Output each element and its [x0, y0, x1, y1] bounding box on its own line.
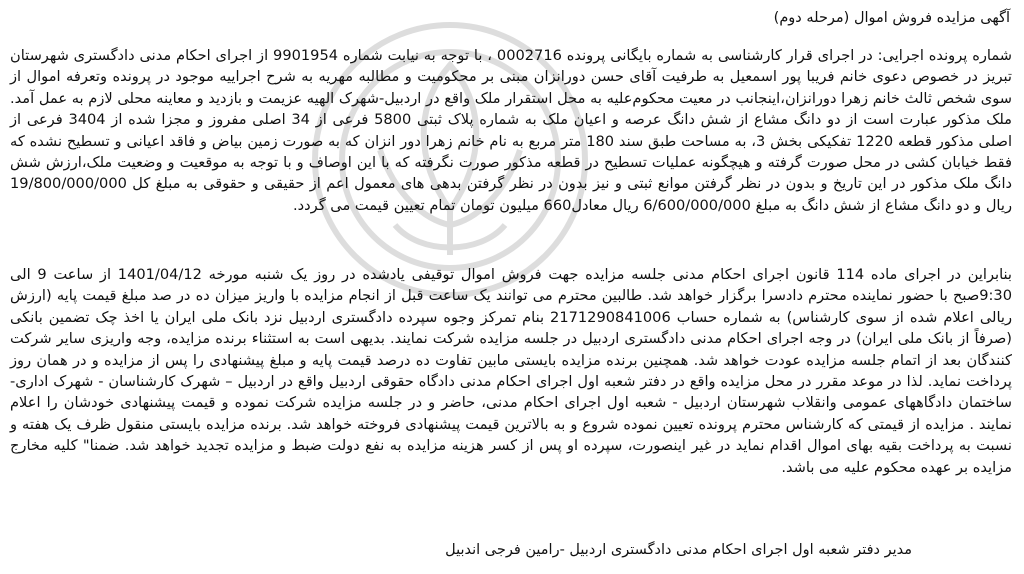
notice-title: آگهی مزایده فروش اموال (مرحله دوم): [773, 10, 1010, 26]
notice-signature: مدیر دفتر شعبه اول اجرای احکام مدنی دادگستری اردبیل -رامین فرجی اندبیل: [445, 542, 912, 558]
notice-paragraph-2: بنابراین در اجرای ماده 114 قانون اجرای احکام مدنی جلسه مزایده جهت فروش اموال توقیفی یادشده در روز یک شنبه مورخه 1401/04/12 از ساعت 9 الی 9:30صبح با حضور نماینده محترم دادسرا برگزار خواهد شد. طالبین محترم می توانند یک ساعت قبل از انجام مزایده با واریز میزان ده در صد مبلغ قیمت پایه (ارزش ریالی اعلام شده از سوی کارشناس) به شماره حساب 2171290841006 بنام تمرکز وجوه سپرده دادگستری اردبیل نزد بانک ملی ایران یا اخذ چک تضمین بانکی (صرفاً از بانک ملی ایران) در وجه اجرای احکام مدنی دادگستری اردبیل در جلسه مزایده شرکت نمایند. بدیهی است به استثناء برنده مزایده، وجه واریزی سایر شرکت کنندگان بعد از اتمام جلسه مزایده عودت خواهد شد. همچنین برنده مزایده بایستی مابین تفاوت ده درصد قیمت پایه و مبلغ پیشنهادی را پس از مزایده و در همان روز پرداخت نماید. لذا در موعد مقرر در محل مزایده واقع در دفتر شعبه اول اجرای احکام مدنی دادگاه حقوقی اردبیل واقع در اردبیل – شهرک کارشناسان - شهرک اداری- ساختمان دادگاههای عمومی وانقلاب شهرستان اردبیل - شعبه اول اجرای احکام مدنی، حاضر و در جلسه مزایده شرکت نموده و قیمت پیشنهادی خودشان را اعلام نمایند . مزایده از قیمتی که کارشناس محترم پرونده تعیین نموده شروع و به بالاترین قیمت پیشنهادی فروخته خواهد شد. برنده مزایده بایستی منقول ظرف یک هفته و نسبت به پرداخت بقیه بهای اموال اقدام نماید در غیر اینصورت، سپرده او پس از کسر هزینه مزایده به نفع دولت ضبط و مزایده تجدید خواهد شد. ضمنا" کلیه مخارج مزایده بر عهده محکوم علیه می باشد.: [10, 266, 1012, 476]
notice-paragraph-1: شماره پرونده اجرایی: در اجرای قرار کارشناسی به شماره بایگانی پرونده 0002716 ، با توجه به نیابت شماره 9901954 از اجرای احکام مدنی دادگستری شهرستان تبریز در خصوص دعوی خانم فریبا پور اسمعیل به طرفیت آقای حسن دورانزان مبنی بر محکومیت و مطالبه مهریه به شرح اجراییه موجود در پرونده وتعرفه اموال از سوی شخص ثالث خانم زهرا دورانزان،اینجانب در معیت محکوم‌علیه به محل استقرار ملک واقع در اردبیل-شهرک الهیه عزیمت و بازدید و معاینه محلی لازم به عمل آمد. ملک مذکور عبارت است از دو دانگ مشاع از شش دانگ عرصه و اعیان ملک به شماره پلاک ثبتی 5800 فرعی از 34 اصلی مفروز و مجزا شده از 3404 فرعی از اصلی مذکور قطعه 1220 تفکیکی بخش 3، به مساحت طبق سند 180 متر مربع به نام خانم زهرا دور انزان که به صورت زمین بیاض و فاقد اعیانی و تسطیح نشده که فقط خیابان کشی در محل صورت گرفته و هیچگونه عملیات تسطیح در قطعه مذکور صورت نگرفته که با این اوصاف و با توجه به موقعیت و وضعیت ملک،ارزش شش دانگ ملک مذکور در این تاریخ و بدون در نظر گرفتن موانع ثبتی و نیز بدون در نظر گرفتن بدهی های معمول اعم از حقیقی و حقوقی به مبلغ کل 19/800/000/000 ریال و دو دانگ مشاع از شش دانگ به مبلغ 6/600/000/000 ریال معادل660 میلیون تومان تمام تعیین قیمت می گردد.: [10, 47, 1013, 214]
